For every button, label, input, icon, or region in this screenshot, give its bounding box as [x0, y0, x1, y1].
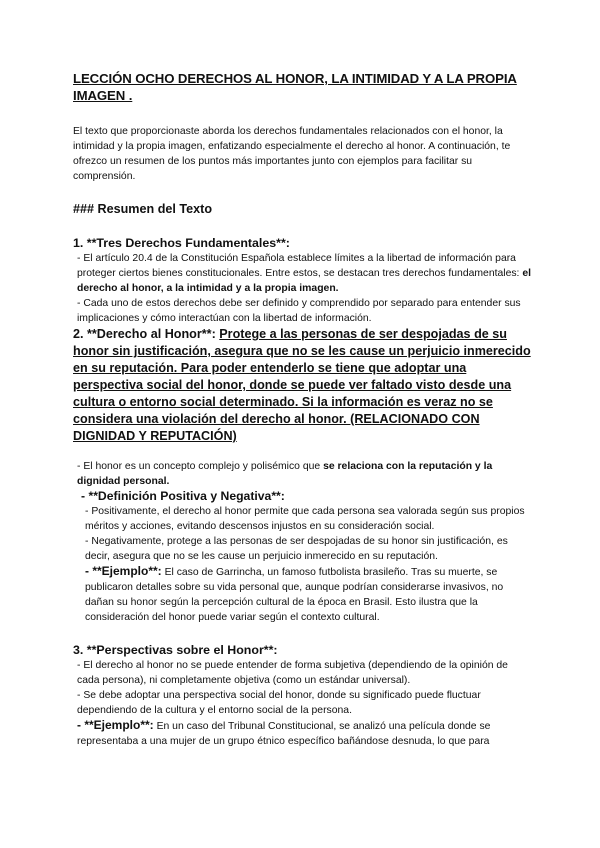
summary-heading: ### Resumen del Texto [73, 202, 213, 216]
section2-bullet-1-bold: se relaciona con la reputación y la dignidad personal. [77, 461, 493, 487]
definition-negative: - Negativamente, protege a las personas de ser despojadas de su honor sin justificación, es decir, asegura que no se les cause un perjuicio inmerecido en su reputación. [85, 536, 508, 562]
section2-bullet-1-text: - El honor es un concepto complejo y polisémico que [77, 461, 324, 472]
section2-heading [73, 326, 533, 445]
section1-heading [73, 235, 533, 251]
section1-bullet-2: - Cada uno de estos derechos debe ser definido y comprendido por separado para entender sus implicaciones y cómo interactúan con la libertad de información. [77, 298, 521, 324]
section3-example-text: En un caso del Tribunal Constitucional, se analizó una película donde se representaba a una mujer de un grupo étnico específico bañándose desnuda, lo que para [77, 721, 491, 747]
definition-positive: - Positivamente, el derecho al honor permite que cada persona sea valorada según sus propios méritos y acciones, evitando descensos injustos en su consideración social. [85, 506, 525, 532]
document-body [73, 70, 533, 749]
section3-heading [73, 642, 533, 658]
section2-heading-text: 2. **Derecho al Honor**: [73, 327, 220, 341]
section1-heading-text: 1. **Tres Derechos Fundamentales**: [73, 236, 290, 250]
section1-bullet-1-bold: el derecho al honor, a la intimidad y a la propia imagen. [77, 268, 531, 294]
section3-bullet-1: - El derecho al honor no se puede entender de forma subjetiva (dependiendo de la opinión de cada persona), ni completamente objetiva (como un estándar universal). [77, 660, 508, 686]
section3-example-label: - **Ejemplo**: [77, 718, 154, 732]
section3-bullet-2: - Se debe adoptar una perspectiva social del honor, donde su significado puede fluctuar dependiendo de la cultura y el entorno social de la persona. [77, 690, 481, 716]
lesson-title: LECCIÓN OCHO DERECHOS AL HONOR, LA INTIMIDAD Y A LA PROPIA IMAGEN . [73, 71, 517, 103]
section2-example-text: El caso de Garrincha, un famoso futbolista brasileño. Tras su muerte, se publicaron detalles sobre su vida personal que, aunque podrían considerarse invasivos, no dañan su honor según la percepción cultural de la época en Brasil. Esto ilustra que la consideración del honor puede variar según el contexto cultural. [85, 567, 504, 623]
intro-paragraph: El texto que proporcionaste aborda los derechos fundamentales relacionados con el honor, la intimidad y la propia imagen, enfatizando especialmente el derecho al honor. A continuación, te ofrezco un resumen de los puntos más importantes junto con ejemplos para facilitar su comprensión. [73, 126, 511, 182]
section3-example [73, 718, 533, 749]
section2-example [73, 564, 533, 625]
section1-bullet-1 [73, 251, 533, 296]
definition-heading: - **Definición Positiva y Negativa**: [81, 489, 285, 503]
section3-heading-text: 3. **Perspectivas sobre el Honor**: [73, 643, 278, 657]
section2-highlight: Protege a las personas de ser despojadas de su honor sin justificación, asegura que no se les cause un perjuicio inmerecido en su reputación. Para poder entenderlo se tiene que adoptar una perspectiva social del honor, donde se puede ver faltado visto desde una cultura o entorno social determinado. Si la información es veraz no se considera una violación del derecho al honor. (RELACIONADO CON DIGNIDAD Y REPUTACIÓN) [73, 327, 531, 443]
section1-bullet-1-text: - El artículo 20.4 de la Constitución Española establece límites a la libertad de información para proteger ciertos bienes constitucionales. Entre estos, se destacan tres derechos fundamentales: [77, 253, 523, 279]
section2-example-label: - **Ejemplo**: [85, 564, 162, 578]
section2-bullet-1 [73, 459, 533, 489]
